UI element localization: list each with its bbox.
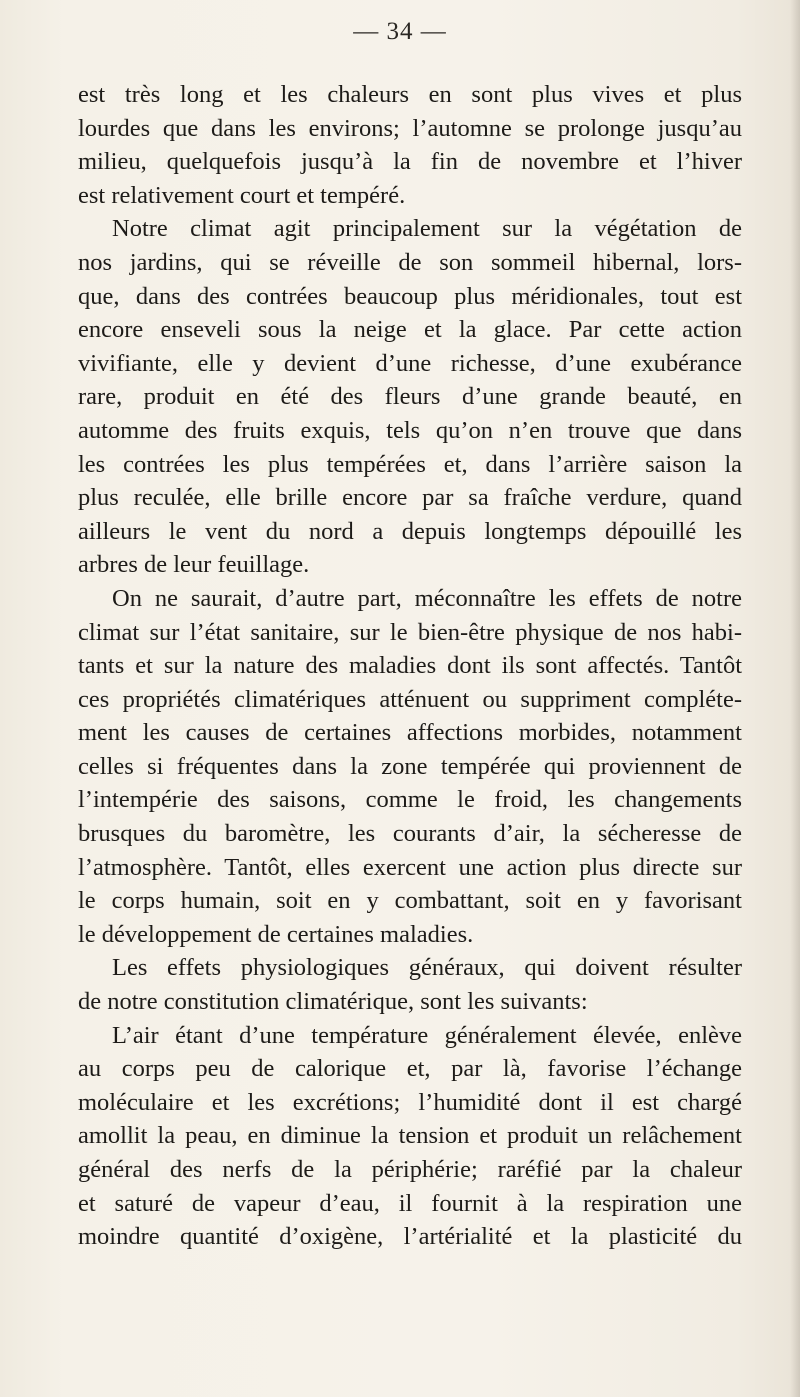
text-line: nos jardins, qui se réveille de son sommeil hibernal, lors- — [78, 248, 742, 276]
text-line: rare, produit en été des fleurs d’une grande beauté, en — [78, 383, 742, 411]
text-line: ces propriétés climatériques atténuent ou suppriment compléte- — [78, 685, 742, 713]
text-line: et saturé de vapeur d’eau, il fournit à la respiration une — [78, 1189, 742, 1217]
text-line: que, dans des contrées beaucoup plus méridionales, tout est — [78, 282, 742, 310]
text-line: moléculaire et les excrétions; l’humidité dont il est chargé — [78, 1088, 742, 1116]
body-text — [78, 78, 742, 1254]
text-line: encore enseveli sous la neige et la glace. Par cette action — [78, 316, 742, 344]
text-line: général des nerfs de la périphérie; raréfié par la chaleur — [78, 1156, 742, 1183]
text-line: On ne saurait, d’autre part, méconnaître les effets de notre — [112, 584, 742, 612]
text-line: est très long et les chaleurs en sont plus vives et plus — [78, 81, 742, 108]
text-line: plus reculée, elle brille encore par sa fraîche verdure, quand — [78, 484, 742, 512]
text-line: climat sur l’état sanitaire, sur le bien-être physique de nos habi- — [78, 618, 742, 646]
text-line: L’air étant d’une température généralement élevée, enlève — [112, 1021, 742, 1049]
text-line: brusques du baromètre, les courants d’air, la sécheresse de — [78, 820, 742, 848]
text-line: au corps peu de calorique et, par là, favorise l’échange — [78, 1055, 742, 1083]
text-line: celles si fréquentes dans la zone tempérée qui proviennent de — [78, 752, 742, 780]
text-line: ment les causes de certaines affections morbides, notamment — [78, 719, 742, 747]
text-line: automme des fruits exquis, tels qu’on n’en trouve que dans — [78, 416, 742, 444]
text-line: Les effets physiologiques généraux, qui doivent résulter — [112, 954, 742, 982]
text-line: milieu, quelquefois jusqu’à la fin de novembre et l’hiver — [78, 148, 742, 176]
text-line: le corps humain, soit en y combattant, soit en y favorisant — [78, 887, 742, 915]
text-line: le développement de certaines maladies. — [78, 920, 474, 948]
text-line: lourdes que dans les environs; l’automne se prolonge jusqu’au — [78, 114, 742, 142]
text-line: Notre climat agit principalement sur la végétation de — [112, 215, 742, 243]
text-line: arbres de leur feuillage. — [78, 551, 310, 579]
text-line: vivifiante, elle y devient d’une richesse, d’une exubérance — [78, 349, 742, 377]
text-line: les contrées les plus tempérées et, dans l’arrière saison la — [78, 450, 742, 478]
text-line: amollit la peau, en diminue la tension et produit un relâchement — [78, 1122, 742, 1150]
text-line: est relativement court et tempéré. — [78, 181, 406, 209]
page-number: — 34 — — [353, 18, 447, 45]
text-line: tants et sur la nature des maladies dont ils sont affectés. Tantôt — [78, 652, 742, 680]
text-line: moindre quantité d’oxigène, l’artérialité et la plasticité du — [78, 1223, 742, 1251]
text-line: de notre constitution climatérique, sont les suivants: — [78, 988, 588, 1016]
text-line: ailleurs le vent du nord a depuis longtemps dépouillé les — [78, 517, 742, 545]
text-line: l’intempérie des saisons, comme le froid, les changements — [78, 786, 742, 814]
page-edge-shadow — [790, 0, 800, 1397]
text-line: l’atmosphère. Tantôt, elles exercent une action plus directe sur — [78, 853, 742, 881]
